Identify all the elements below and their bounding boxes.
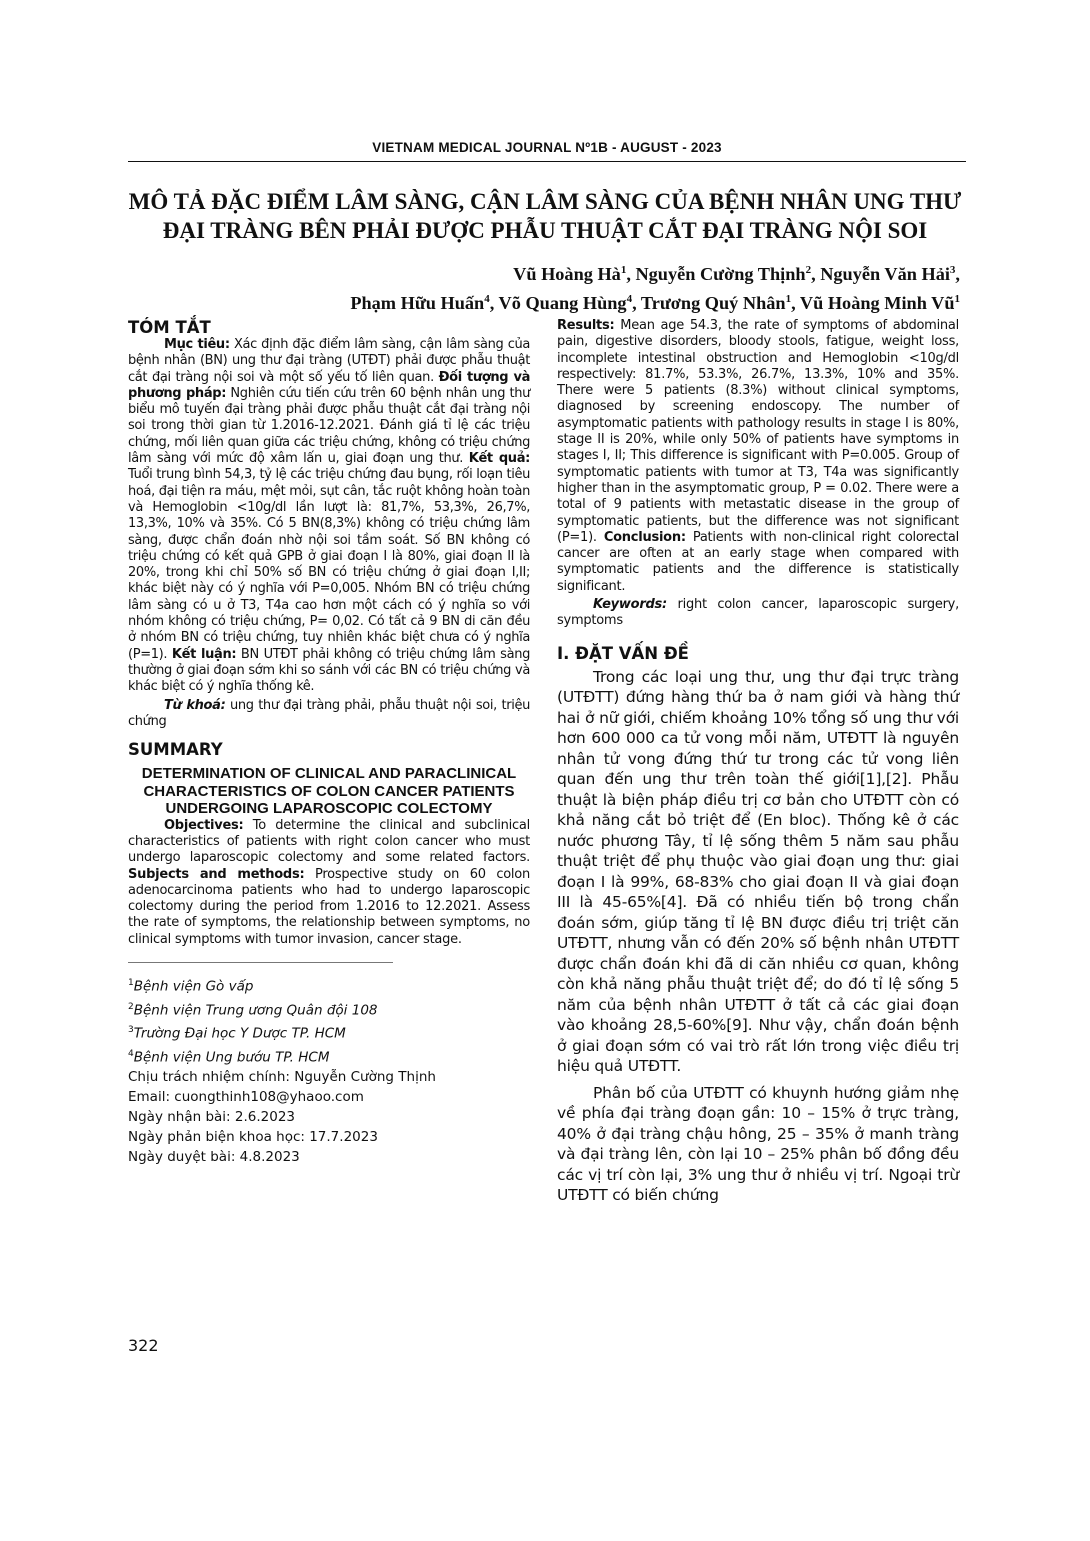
footnote-received: Ngày nhận bài: 2.6.2023 [128,1109,296,1125]
en-conclusion-text: Patients with non-clinical right colorectal cancer are often at an early stage when compared with symptomatic patients and the difference is statistically significant. [557,529,959,594]
results-text: Tuổi trung bình 54,3, tỷ lệ các triệu chứng đau bụng, rối loạn tiêu hoá, đại tiện ra máu, mệt mỏi, sụt cân, tắc ruột không hoàn toàn và Hemoglobin <10g/dl lần lượt là: 81,7%, 53,3%, 26,7%, 13,3%, 10% và 35%. Có 5 BN(8,3%) không có triệu chứng lâm sàng, được chẩn đoán nhờ nội soi tầm soát. Số BN không có triệu chứng có kết quả GPB ở giai đoạn I là 80%, giai đoạn II là 20%, trong khi chỉ 50% số BN có triệu chứng ở giai đoạn I,II; khác biệt này có ý nghĩa với P=0,005. Nhóm BN có triệu chứng lâm sàng có u ở T3, T4a cao hơn một cách có ý nghĩa so với nhóm không có triệu chứng, P= 0,02. Có tất cả 9 BN di căn đều ở nhóm BN có triệu chứng, tuy nhiên khác biệt chưa có ý nghĩa (P=1). [128,467,530,662]
journal-header: VIETNAM MEDICAL JOURNAL Nº1B - AUGUST - 2023 [372,140,722,155]
footnote-aff1-text: Bệnh viện Gò vấp [133,978,254,995]
author-line-2 [130,287,960,316]
footnote-aff4: $^4$Bệnh viện Ung bướu TP. HCM [128,1048,330,1065]
footnote-aff1: $^1$Bệnh viện Gò vấp [128,978,254,995]
title-line-1: MÔ TẢ ĐẶC ĐIỂM LÂM SÀNG, CẬN LÂM SÀNG CỦA BỆNH NHÂN UNG THƯ [128,189,962,214]
conclusion-label: Kết luận: [171,646,237,662]
footnote-rule [128,962,393,963]
en-keywords-label: Keywords: [593,597,667,613]
summary-body-part1 [128,818,530,948]
author-name: Võ Quang Hùng [498,293,627,314]
objective-text: Xác định đặc điểm lâm sàng, cận lâm sàng của bệnh nhân (BN) ung thư đại tràng (UTĐT) phải được phẫu thuật cắt đại tràng nội soi và một số yếu tố liên quan. [128,337,530,385]
methods-label: Đối tượng và phương pháp: [128,369,530,401]
header-rule [128,161,966,162]
author-separator: , [489,293,499,314]
objectives-label: Objectives: [164,817,244,833]
author-name: Vũ Hoàng Minh Vũ [799,293,955,314]
author-list [130,258,960,316]
author-separator: , [626,264,636,285]
subjects-methods-label: Subjects and methods: [128,866,305,882]
left-column [128,318,530,1167]
objectives-text: To determine the clinical and subclinical characteristics of patients with right colon cancer who must undergo laparoscopic colectomy and some related factors. [128,817,530,866]
author-affiliation: 3 [949,264,956,276]
footnote-aff2: $^2$Bệnh viện Trung ương Quân đội 108 [128,1001,378,1018]
footnote-responsible: Chịu trách nhiệm chính: Nguyễn Cường Thịnh [128,1069,436,1085]
title-line-2: ĐẠI TRÀNG BÊN PHẢI ĐƯỢC PHẪU THUẬT CẮT ĐẠI TRÀNG NỘI SOI [162,218,928,243]
footnote-aff3-text: Trường Đại học Y Dược TP. HCM [133,1025,346,1042]
vn-keywords-label: Từ khoá: [164,697,226,713]
author-name: Trương Quý Nhân [640,293,786,314]
author-affiliation: 4 [484,293,490,306]
article-title [110,187,980,245]
footnote-email: Email: cuongthinh108@yhaoo.com [128,1089,364,1105]
summary-title: DETERMINATION OF CLINICAL AND PARACLINICAL CHARACTERISTICS OF COLON CANCER PATIENTS UNDERGOING LAPAROSCOPIC COLECTOMY [141,765,517,818]
footnote-aff3: $^3$Trường Đại học Y Dược TP. HCM [128,1025,346,1042]
conclusion-text: BN UTĐT phải không có triệu chứng lâm sàng thường ở giai đoạn sớm khi so sánh với các BN có triệu chứng và khác biệt có ý nghĩa thống kê. [128,646,530,695]
footnote-accepted: Ngày duyệt bài: 4.8.2023 [128,1149,300,1165]
summary-heading: SUMMARY [128,740,223,760]
vn-abstract-heading: TÓM TẮT [128,318,211,337]
author-name: Vũ Hoàng Hà [513,264,621,285]
en-conclusion-label: Conclusion: [603,529,686,545]
vn-keywords [128,698,530,731]
footnote-aff2-text: Bệnh viện Trung ương Quân đội 108 [133,1002,378,1018]
vn-abstract-body [128,337,530,696]
en-results-label: Results: [557,318,615,333]
en-keywords [557,597,959,630]
footnote-reviewed: Ngày phản biện khoa học: 17.7.2023 [128,1129,378,1145]
author-name: Nguyễn Văn Hải [820,264,950,285]
summary-body-part2 [557,318,959,595]
author-affiliation: 1 [620,264,627,276]
page-number: 322 [128,1336,159,1355]
author-name: Phạm Hữu Huấn [350,293,485,314]
en-results-text: Mean age 54.3, the rate of symptoms of abdominal pain, digestive disorders, bloody stools, fatigue, weight loss, incomplete intestinal obstruction and Hemoglobin <10g/dl respectively: 81.7%, 53.3%, 26.7%, 13.3%, 10% and 35%. There were 5 patients (8.3%) without clinical symptoms, diagnosed by screening endoscopy. The number of asymptomatic patients with pathology results in stage I is 80%, stage II is 20%, while only 50% of patients have symptoms in stages I, II; This difference is significant with P=0.005. Group of symptomatic patients with tumor at T3, T4a was significantly higher than in the asymptomatic group, P = 0.02. There were a total of 9 patients with metastatic disease in the group of symptomatic patients, but the difference was not significant (P=1). [557,318,959,545]
author-affiliation: 1 [785,293,792,306]
author-separator: , [791,293,800,314]
author-separator: , [632,293,641,314]
author-name: Nguyễn Cường Thịnh [635,264,806,285]
results-label: Kết quả: [468,451,530,467]
author-separator: , [811,264,821,285]
intro-paragraph-2: Phân bố của UTĐTT có khuynh hướng giảm nhẹ về phía đại tràng đoạn gần: 10 – 15% ở trực tràng, 40% ở đại tràng chậu hông, 25 – 35% ở manh tràng và đại tràng lên, còn lại 10 – 25% phân bố đồng đều các vị trí còn lại, 3% ung thư ở nhiều vị trí. Ngoại trừ UTĐTT có biến chứng [557,1083,959,1205]
author-line-1 [130,258,960,287]
footnote-aff4-text: Bệnh viện Ung bướu TP. HCM [133,1049,330,1065]
vn-keywords-text: ung thư đại tràng phải, phẫu thuật nội soi, triệu chứng [128,697,530,729]
subjects-methods-text: Prospective study on 60 colon adenocarcinoma patients who had to undergo laparoscopic colectomy during the period from 1.2016 to 12.2021. Assess the rate of symptoms, the relationship between symptoms, no clinical symptoms with tumor invasion, cancer stage. [128,866,530,947]
intro-heading: I. ĐẶT VẤN ĐỀ [557,643,689,663]
objective-label: Mục tiêu: [164,337,230,352]
methods-text: Nghiên cứu tiến cứu trên 60 bệnh nhân ung thư biểu mô tuyến đại tràng phải được phẫu thuật cắt đại tràng nội soi trong thời gian từ 1.2016-12.2021. Đánh giá tỉ lệ các triệu chứng, mối liên quan giữa các triệu chứng, không có triệu chứng lâm sàng với mức độ xâm lấn u, giai đoạn ung thư. [128,385,530,467]
right-column [557,318,959,1206]
author-separator: , [955,264,960,285]
author-affiliation: 2 [805,264,812,276]
author-affiliation: 1 [954,293,960,306]
intro-paragraph-1: Trong các loại ung thư, ung thư đại trực tràng (UTĐTT) đứng hàng thứ ba ở nam giới và hàng thứ hai ở nữ giới, chiếm khoảng 10% tổng số ung thư với hơn 600 000 ca tử vong mỗi năm, UTĐTT là nguyên nhân tử vong đứng thứ tư trong các tử vong liên quan đến ung thư trên toàn thế giới[1],[2]. Phẫu thuật là biện pháp điều trị cơ bản cho UTĐTT còn có khả năng cắt bỏ triệt để (En bloc). Thống kê ở các nước phương Tây, tỉ lệ sống thêm 5 năm sau phẫu thuật triệt để phụ thuộc vào giai đoạn ung thư: giai đoạn I là 99%, 68-83% cho giai đoạn II và giai đoạn III là 45-65%[4]. Đã có nhiều tiến bộ trong chẩn đoán sớm, giúp tăng tỉ lệ BN được điều trị triệt căn UTĐTT, nhưng vẫn có đến 20% số bệnh nhân UTĐTT được chẩn đoán khi đã di căn nhiều cơ quan, không còn khả năng phẫu thuật triệt để; do đó tỉ lệ sống 5 năm của bệnh nhân UTĐTT ở tất cả các giai đoạn vào khoảng 28,5-60%[9]. Như vậy, chẩn đoán bệnh ở giai đoạn sớm có vai trò rất lớn trong việc điều trị hiệu quả UTĐTT. [557,667,959,1076]
en-keywords-text: right colon cancer, laparoscopic surgery, symptoms [557,597,959,629]
author-affiliation: 4 [626,293,633,306]
